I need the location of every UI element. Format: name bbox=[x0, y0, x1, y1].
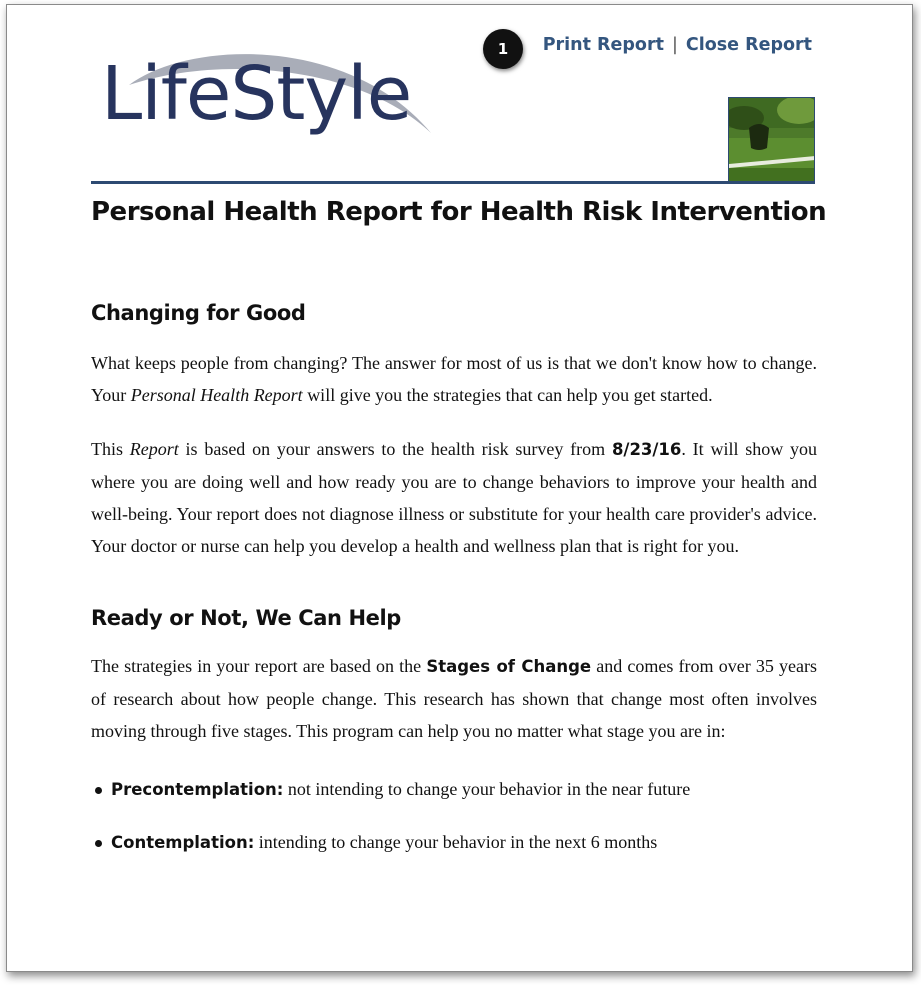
list-item bbox=[111, 773, 817, 806]
stages-text-1: The strategies in your report are based on the bbox=[91, 656, 427, 676]
stage-term: Contemplation: bbox=[111, 833, 255, 852]
page-title: Personal Health Report for Health Risk Intervention bbox=[91, 197, 827, 227]
survey-paragraph bbox=[91, 433, 817, 562]
stages-of-change-term: Stages of Change bbox=[426, 657, 592, 676]
stage-description: intending to change your behavior in the next 6 months bbox=[254, 832, 658, 852]
survey-report-word: Report bbox=[129, 439, 179, 459]
stage-term: Precontemplation: bbox=[111, 780, 284, 799]
intro-text-2: will give you the strategies that can help you get started. bbox=[302, 385, 713, 405]
intro-report-title: Personal Health Report bbox=[130, 385, 303, 405]
golf-course-image bbox=[729, 98, 815, 182]
report-actions bbox=[543, 35, 812, 55]
intro-paragraph bbox=[91, 347, 817, 411]
stages-text-2: and comes from over 35 years of research about how people change. This research has shown that change most often involves moving through five stages. This program can help you no matter what stage you are in: bbox=[91, 656, 817, 741]
header-rule bbox=[91, 181, 815, 184]
print-report-link[interactable]: Print Report bbox=[542, 35, 664, 55]
intro-text-1: What keeps people from changing? The answer for most of us is that we don't know how to change. Your bbox=[91, 353, 817, 405]
stage-description: not intending to change your behavior in the near future bbox=[283, 779, 691, 799]
stages-list bbox=[91, 773, 817, 859]
survey-text-2: is based on your answers to the health risk survey from bbox=[178, 439, 612, 459]
section-heading-ready-or-not: Ready or Not, We Can Help bbox=[91, 606, 401, 630]
logo-text: LifeStyle bbox=[101, 51, 412, 137]
survey-date: 8/23/16 bbox=[611, 440, 682, 459]
survey-text-3: . It will show you where you are doing well and how ready you are to change behaviors to improve your health and well-being. Your report does not diagnose illness or substitute for your health care provider's advice. Your doctor or nurse can help you develop a health and wellness plan that is right for you. bbox=[91, 439, 817, 556]
lifestyle-logo bbox=[99, 45, 439, 145]
survey-text-1: This bbox=[91, 439, 130, 459]
stages-paragraph bbox=[91, 650, 817, 747]
callout-badge: 1 bbox=[483, 29, 523, 69]
list-item bbox=[111, 826, 817, 859]
report-window bbox=[6, 4, 913, 972]
link-separator: | bbox=[671, 35, 678, 55]
report-content bbox=[91, 301, 817, 879]
close-report-link[interactable]: Close Report bbox=[685, 35, 812, 55]
section-heading-changing-for-good: Changing for Good bbox=[91, 301, 306, 325]
header-photo bbox=[728, 97, 815, 182]
